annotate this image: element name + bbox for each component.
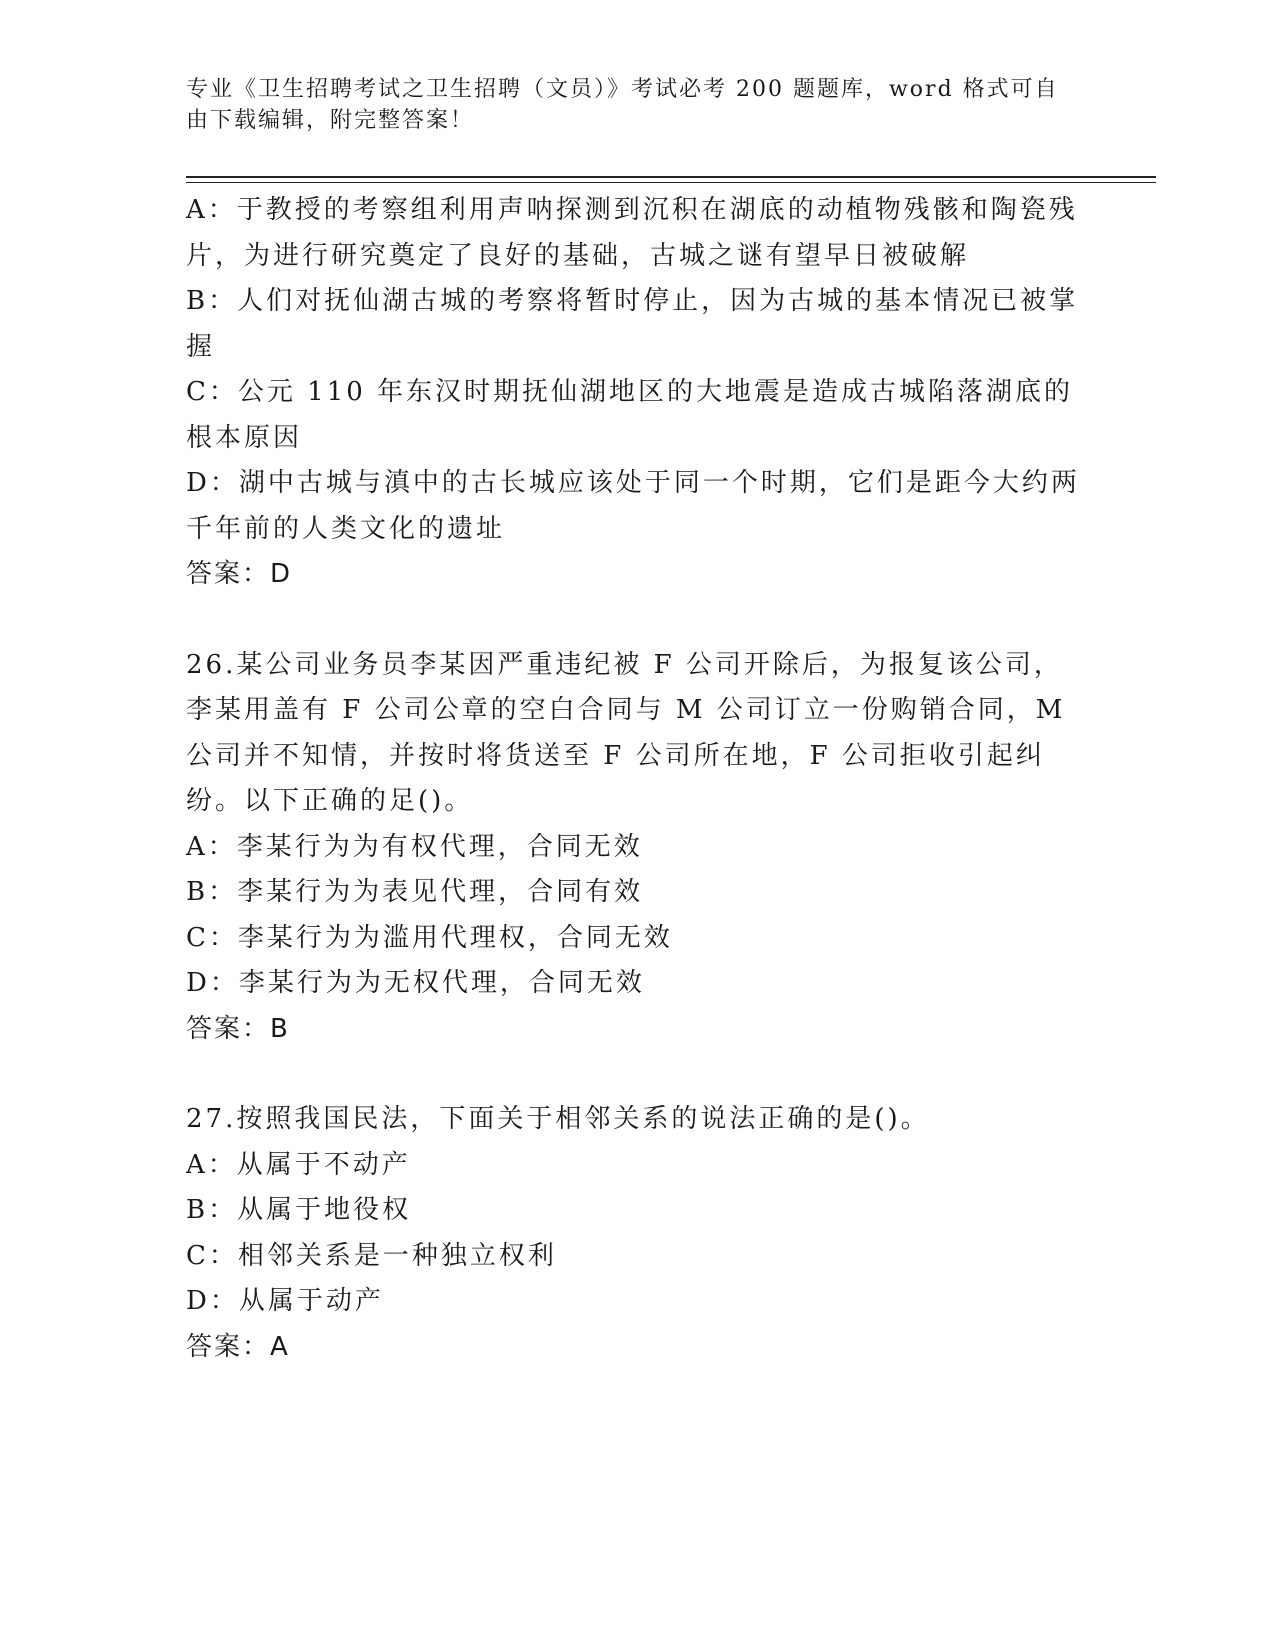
q26-answer: 答案：B — [186, 1013, 290, 1044]
q27-option-c: C：相邻关系是一种独立权利 — [186, 1240, 557, 1271]
q26-option-d: D：李某行为为无权代理，合同无效 — [186, 968, 645, 998]
q27-option-d: D：从属于动产 — [186, 1286, 384, 1316]
spacer — [186, 1052, 1086, 1097]
q27-stem: 27.按照我国民法，下面关于相邻关系的说法正确的是()。 — [186, 1104, 930, 1134]
q25-option-c: C：公元 110 年东汉时期抚仙湖地区的大地震是造成古城陷落湖底的根本原因 — [186, 377, 1074, 453]
question-27 — [186, 1097, 1086, 1370]
question-content — [186, 188, 1086, 1370]
question-25 — [186, 188, 1086, 598]
header-divider-thick — [186, 176, 1156, 178]
q26-option-c: C：李某行为为滥用代理权，合同无效 — [186, 922, 673, 953]
q26-stem: 26.某公司业务员李某因严重违纪被 F 公司开除后，为报复该公司，李某用盖有 F 公司公章的空白合同与 M 公司订立一份购销合同，M 公司并不知情，并按时将货送至 F 公司所在地，F 公司拒收引起纠纷。以下正确的足()。 — [186, 649, 1066, 816]
q27-option-b: B：从属于地役权 — [186, 1195, 412, 1225]
header-divider-thin — [186, 182, 1156, 183]
question-26 — [186, 643, 1086, 1053]
q26-option-b: B：李某行为为表见代理，合同有效 — [186, 877, 644, 907]
q25-answer: 答案：D — [186, 559, 293, 589]
spacer — [186, 598, 1086, 643]
q26-option-a: A：李某行为为有权代理，合同无效 — [186, 831, 643, 862]
q25-option-a: A：于教授的考察组利用声呐探测到沉积在湖底的动植物残骸和陶瓷残片，为进行研究奠定了良好的基础，古城之谜有望早日被破解 — [186, 195, 1078, 271]
q27-option-a: A：从属于不动产 — [186, 1149, 411, 1180]
q25-option-d: D：湖中古城与滇中的古长城应该处于同一个时期，它们是距今大约两千年前的人类文化的遗址 — [186, 468, 1080, 544]
q27-answer: 答案：A — [186, 1331, 290, 1362]
page-header: 专业《卫生招聘考试之卫生招聘（文员）》考试必考 200 题题库，word 格式可自由下载编辑，附完整答案！ — [186, 77, 1059, 133]
q25-option-b: B：人们对抚仙湖古城的考察将暂时停止，因为古城的基本情况已被掌握 — [186, 286, 1079, 362]
